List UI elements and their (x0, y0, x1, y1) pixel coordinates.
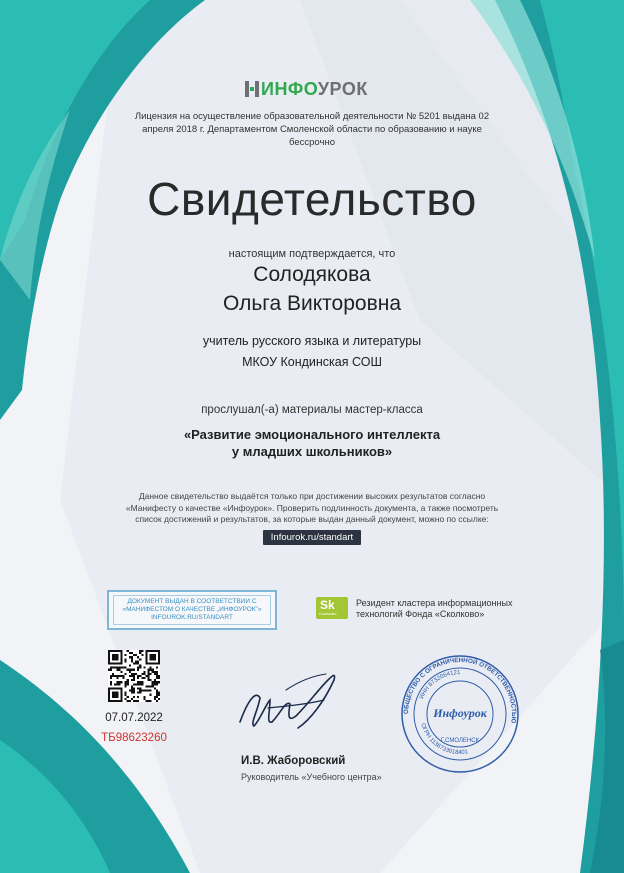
signer-name: И.В. Жаборовский (241, 755, 346, 767)
skolkovo-logo-text: Sk (320, 598, 335, 612)
issue-date: 07.07.2022 (105, 712, 163, 724)
logo-text (261, 79, 368, 100)
logo-prefix: ИНФО (261, 78, 318, 99)
seal-ogrn-text: ОГРН 1136733018401 (419, 722, 469, 757)
manifest-line-2: «МАНИФЕСТОМ О КАЧЕСТВЕ „ИНФОУРОК"» (122, 606, 262, 613)
confirm-text: настоящим подтверждается, что (228, 248, 396, 260)
seal-outer-text: ОБЩЕСТВО С ОГРАНИЧЕННОЙ ОТВЕТСТВЕННОСТЬЮ (402, 656, 518, 724)
recipient-position: учитель русского языка и литературы (202, 334, 422, 348)
skolkovo-logo-icon (316, 597, 348, 619)
document-id: ТБ98623260 (101, 732, 167, 744)
recipient-given-names: Ольга Викторовна (222, 292, 402, 315)
signer-role: Руководитель «Учебного центра» (241, 772, 382, 782)
recipient-surname: Солодякова (253, 263, 371, 286)
course-title-line-1: «Развитие эмоционального интеллекта (183, 427, 441, 442)
skolkovo-resident-text: Резидент кластера информационных технологий Фонда «Сколково» (356, 598, 513, 619)
seal-center-text: Инфоурок (433, 706, 487, 720)
infourok-logo-icon (245, 81, 259, 97)
manifest-badge-inner (113, 595, 271, 625)
seal-stamp-icon (400, 654, 520, 774)
seal-inn-text: ИНН 6732064121 (419, 669, 461, 701)
standart-link[interactable]: Infourok.ru/standart (263, 530, 361, 545)
skolkovo-logo-subtext: Сколково (319, 611, 337, 616)
manifest-badge (107, 590, 277, 630)
recipient-school: МКОУ Кондинская СОШ (242, 355, 382, 369)
listened-text: прослушал(-а) материалы мастер-класса (201, 404, 423, 416)
manifest-line-1: ДОКУМЕНТ ВЫДАН В СООТВЕТСТВИИ С (127, 598, 257, 605)
manifest-line-3: INFOUROK.RU/STANDART (151, 614, 233, 621)
license-text: Лицензия на осуществление образовательной деятельности № 5201 выдана 02 апреля 2018 г. Департаментом Смоленской области по образованию и науке бессрочно (134, 111, 490, 148)
seal-city-text: Г.СМОЛЕНСК (440, 738, 480, 744)
logo-suffix: УРОК (317, 78, 368, 99)
recipient-name (0, 260, 624, 318)
infourok-logo (245, 78, 368, 100)
course-title-line-2: у младших школьников» (231, 444, 393, 459)
certificate-title: Свидетельство (147, 173, 477, 225)
qr-code-icon (108, 650, 160, 702)
course-title (0, 426, 624, 460)
signature-icon (228, 660, 348, 740)
disclaimer-text: Данное свидетельство выдаётся только при достижении высоких результатов согласно «Манифесту о качестве «Инфоурок». Проверить подлинность документа, а также посмотреть список достижений и результатов, за которые выдан данный документ, можно по ссылке: (125, 491, 499, 524)
